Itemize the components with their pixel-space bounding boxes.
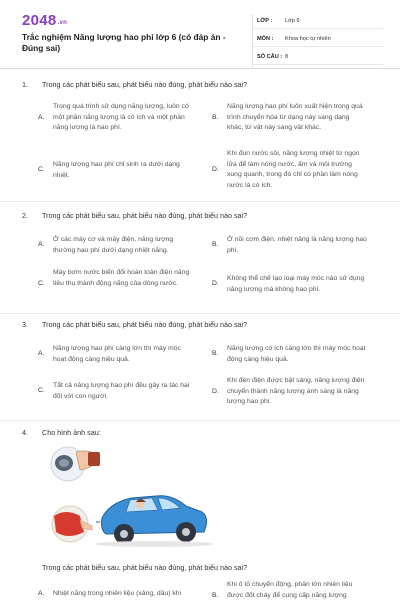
question-illustration (40, 438, 212, 554)
option-text: Năng lượng hao phí luôn xuất hiện trong quá trình chuyển hóa từ dạng này sang dạng khác, từ vật này sang vật khác. (227, 103, 363, 131)
question-divider (0, 201, 400, 202)
question-number: 3. (22, 320, 28, 329)
option-label: D. (212, 388, 219, 395)
option-label: C. (38, 280, 45, 287)
option-text: Tất cả năng lượng hao phí đều gây ra tác hại đối với con người. (53, 382, 190, 400)
question-text: Trong các phát biểu sau, phát biểu nào đúng, phát biểu nào sai? (42, 320, 248, 329)
meta-value: Khoa học tự nhiên (285, 36, 331, 42)
option-label: C. (38, 166, 45, 173)
option-label: C. (38, 387, 45, 394)
question-text: Trong các phát biểu sau, phát biểu nào đúng, phát biểu nào sai? (42, 80, 248, 89)
meta-row-subject (253, 32, 383, 47)
option-label: D. (212, 166, 219, 173)
ground-shadow (94, 541, 212, 547)
question-number: 4. (22, 428, 28, 437)
question-divider (0, 420, 400, 421)
option-text: Năng lượng hao phí càng lớn thì máy móc hoạt động càng hiệu quả. (53, 345, 181, 363)
meta-value: Lớp 6 (285, 18, 300, 24)
car-fuel-illustration (40, 438, 212, 554)
option-label: D. (212, 280, 219, 287)
header-divider (0, 68, 400, 69)
meta-key: MÔN : (257, 36, 274, 42)
meta-key: SỐ CÂU : (257, 54, 283, 60)
option-label: A. (38, 590, 45, 597)
sleeve (88, 452, 100, 466)
logo-text: 2048 (22, 12, 57, 29)
page-header (0, 0, 400, 66)
option-text: Không thể chế tạo loại máy móc nào sử dụng năng lượng mà không hao phí. (227, 275, 365, 293)
meta-value: 8 (285, 54, 289, 60)
site-logo[interactable] (22, 12, 67, 29)
option-label: A. (38, 114, 45, 121)
question-number: 2. (22, 211, 28, 220)
option-text: Máy bơm nước biến đổi hoàn toàn điện năng tiêu thụ thành động năng của dòng nước. (53, 269, 190, 287)
option-text: Năng lượng hao phí chỉ sinh ra dưới dạng nhiệt. (53, 161, 180, 179)
question-number: 1. (22, 80, 28, 89)
option-label: B. (212, 241, 219, 248)
option-text: Ở nồi cơm điện, nhiệt năng là năng lượng hao phí. (227, 236, 367, 254)
option-label: B. (212, 592, 219, 599)
page-title: Trắc nghiệm Năng lượng hao phí lớp 6 (có đáp án - Đúng sai) (22, 32, 226, 53)
option-text: Trong quá trình sử dụng năng lượng, luôn có một phần năng lượng là có ích và một phần năng lượng là hao phí. (53, 103, 189, 131)
question-text: Trong các phát biểu sau, phát biểu nào đúng, phát biểu nào sai? (42, 211, 248, 220)
option-text: Khi đun nước sôi, năng lượng nhiệt từ ngọn lửa để làm nóng nước, ấm và môi trường xung quanh, trong đó chỉ có phần làm nóng nước là có ích. (227, 150, 360, 189)
meta-key: LỚP : (257, 18, 273, 24)
option-text: Năng lượng có ích càng lớn thì máy móc hoạt động càng hiệu quả. (227, 345, 366, 363)
option-text: Khi ô tô chuyển động, phần lớn nhiên liệu được đốt cháy để cung cấp năng lượng (227, 581, 353, 599)
question-divider (0, 313, 400, 314)
option-label: B. (212, 114, 219, 121)
question-text: Trong các phát biểu sau, phát biểu nào đúng, phát biểu nào sai? (42, 563, 248, 572)
meta-table (252, 14, 383, 68)
option-text: Nhiệt năng trong nhiên liệu (xăng, dầu) khi (53, 590, 182, 597)
meta-row-class (253, 14, 383, 29)
option-label: B. (212, 350, 219, 357)
meta-row-count (253, 50, 383, 65)
option-label: A. (38, 241, 45, 248)
option-text: Khi đèn điện được bật sáng, năng lượng điện chuyển thành năng lượng ánh sáng là năng lượng hao phí. (227, 377, 365, 405)
question-text: Cho hình ảnh sau: (42, 428, 101, 437)
option-text: Ở các máy cơ và máy điện, năng lượng thường hao phí dưới dạng nhiệt năng. (53, 236, 174, 254)
logo-suffix: .vn (57, 20, 68, 26)
option-label: A. (38, 350, 45, 357)
